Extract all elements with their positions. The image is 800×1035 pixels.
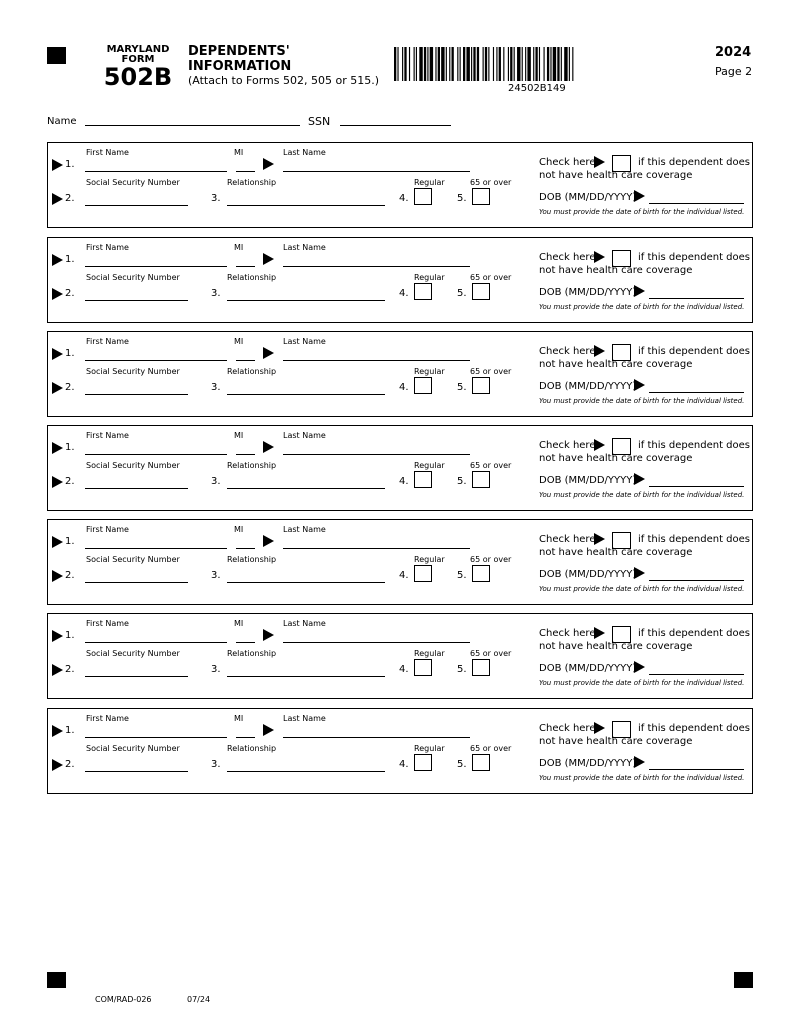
arrow-icon xyxy=(634,567,645,579)
line-5-label: 5. xyxy=(457,288,467,299)
check-here-label: Check here xyxy=(539,346,596,357)
dependent-ssn-field[interactable] xyxy=(85,582,188,583)
barcode-bar xyxy=(553,47,556,81)
regular-label: Regular xyxy=(414,649,445,658)
regular-checkbox[interactable] xyxy=(414,188,432,205)
regular-label: Regular xyxy=(414,178,445,187)
arrow-icon xyxy=(263,724,274,736)
arrow-icon xyxy=(594,251,605,263)
registration-mark-bottom-left xyxy=(47,972,66,988)
check-here-label: Check here xyxy=(539,252,596,263)
barcode-bar xyxy=(466,47,469,81)
mi-label: MI xyxy=(234,337,244,346)
barcode-bar xyxy=(522,47,523,81)
relationship-field[interactable] xyxy=(227,676,385,677)
dob-label: DOB (MM/DD/YYYY) xyxy=(539,758,637,769)
if-dependent-label: if this dependent does xyxy=(638,628,751,639)
relationship-label: Relationship xyxy=(227,555,277,564)
barcode-bar xyxy=(473,47,475,81)
mi-field[interactable] xyxy=(236,548,255,549)
barcode-bar xyxy=(414,47,415,81)
barcode-number: 24502B149 xyxy=(508,83,566,94)
arrow-icon xyxy=(594,156,605,168)
line-2-label: 2. xyxy=(65,570,75,581)
dob-field[interactable] xyxy=(649,580,744,581)
dob-note: You must provide the date of birth for the individual listed. xyxy=(539,774,745,782)
dob-field[interactable] xyxy=(649,674,744,675)
barcode-bar xyxy=(397,47,398,81)
mi-label: MI xyxy=(234,714,244,723)
line-3-label: 3. xyxy=(211,664,221,675)
dob-note: You must provide the date of birth for the individual listed. xyxy=(539,303,745,311)
check-here-label: Check here xyxy=(539,723,596,734)
last-name-label: Last Name xyxy=(283,148,326,157)
check-here-label: Check here xyxy=(539,534,596,545)
age65-checkbox[interactable] xyxy=(472,283,490,300)
age65-checkbox[interactable] xyxy=(472,659,490,676)
dob-field[interactable] xyxy=(649,392,744,393)
no-coverage-label: not have health care coverage xyxy=(539,170,693,181)
first-name-field[interactable] xyxy=(85,454,227,455)
dependent-section-5 xyxy=(47,519,753,605)
registration-mark-top-left xyxy=(47,47,66,64)
dob-note: You must provide the date of birth for the individual listed. xyxy=(539,208,745,216)
if-dependent-label: if this dependent does xyxy=(638,534,751,545)
form-code: COM/RAD-026 xyxy=(95,995,152,1004)
line-5-label: 5. xyxy=(457,664,467,675)
dob-field[interactable] xyxy=(649,769,744,770)
line-3-label: 3. xyxy=(211,759,221,770)
arrow-icon xyxy=(594,722,605,734)
relationship-field[interactable] xyxy=(227,488,385,489)
age65-label: 65 or over xyxy=(470,649,512,658)
if-dependent-label: if this dependent does xyxy=(638,440,751,451)
line-3-label: 3. xyxy=(211,288,221,299)
age65-label: 65 or over xyxy=(470,744,512,753)
line-4-label: 4. xyxy=(399,476,409,487)
relationship-field[interactable] xyxy=(227,394,385,395)
regular-checkbox[interactable] xyxy=(414,283,432,300)
barcode-bar xyxy=(449,47,450,81)
arrow-icon xyxy=(52,536,63,548)
line-1-label: 1. xyxy=(65,254,75,265)
check-here-label: Check here xyxy=(539,440,596,451)
relationship-field[interactable] xyxy=(227,771,385,772)
first-name-field[interactable] xyxy=(85,737,227,738)
relationship-label: Relationship xyxy=(227,461,277,470)
last-name-field[interactable] xyxy=(283,360,470,361)
barcode-bar xyxy=(457,47,458,81)
attach-note: (Attach to Forms 502, 505 or 515.) xyxy=(188,74,379,87)
dob-label: DOB (MM/DD/YYYY) xyxy=(539,381,637,392)
dependent-ssn-field[interactable] xyxy=(85,205,188,206)
barcode-bar xyxy=(460,47,461,81)
page-number: Page 2 xyxy=(715,65,753,78)
last-name-label: Last Name xyxy=(283,619,326,628)
arrow-icon xyxy=(52,382,63,394)
dependent-section-3 xyxy=(47,331,753,417)
form-title-block xyxy=(188,44,379,87)
if-dependent-label: if this dependent does xyxy=(638,346,751,357)
line-2-label: 2. xyxy=(65,193,75,204)
age65-checkbox[interactable] xyxy=(472,471,490,488)
line-4-label: 4. xyxy=(399,664,409,675)
dependent-section-7 xyxy=(47,708,753,794)
arrow-icon xyxy=(634,379,645,391)
first-name-field[interactable] xyxy=(85,548,227,549)
arrow-icon xyxy=(52,348,63,360)
line-1-label: 1. xyxy=(65,442,75,453)
barcode-bar xyxy=(499,47,501,81)
line-1-label: 1. xyxy=(65,348,75,359)
last-name-field[interactable] xyxy=(283,737,470,738)
dob-note: You must provide the date of birth for the individual listed. xyxy=(539,585,745,593)
mi-field[interactable] xyxy=(236,266,255,267)
dependent-ssn-field[interactable] xyxy=(85,771,188,772)
barcode-bar xyxy=(514,47,515,81)
barcode-bar xyxy=(435,47,436,81)
line-2-label: 2. xyxy=(65,664,75,675)
line-4-label: 4. xyxy=(399,193,409,204)
first-name-label: First Name xyxy=(86,337,129,346)
barcode-bar xyxy=(544,47,545,81)
ssn-label: SSN xyxy=(308,115,331,128)
dob-note: You must provide the date of birth for the individual listed. xyxy=(539,397,745,405)
arrow-icon xyxy=(263,158,274,170)
barcode-bar xyxy=(438,47,440,81)
arrow-icon xyxy=(263,253,274,265)
age65-label: 65 or over xyxy=(470,178,512,187)
barcode-bar xyxy=(427,47,428,81)
last-name-field[interactable] xyxy=(283,454,470,455)
line-5-label: 5. xyxy=(457,193,467,204)
arrow-icon xyxy=(52,288,63,300)
first-name-field[interactable] xyxy=(85,642,227,643)
arrow-icon xyxy=(52,476,63,488)
if-dependent-label: if this dependent does xyxy=(638,157,751,168)
barcode-bar xyxy=(557,47,559,81)
barcode-bar xyxy=(483,47,484,81)
barcode-bar xyxy=(527,47,530,81)
line-5-label: 5. xyxy=(457,476,467,487)
last-name-label: Last Name xyxy=(283,525,326,534)
mi-label: MI xyxy=(234,148,244,157)
arrow-icon xyxy=(634,473,645,485)
barcode-bar xyxy=(533,47,534,81)
barcode-bar xyxy=(477,47,479,81)
dependent-ssn-field[interactable] xyxy=(85,300,188,301)
first-name-field[interactable] xyxy=(85,360,227,361)
regular-checkbox[interactable] xyxy=(414,377,432,394)
line-2-label: 2. xyxy=(65,382,75,393)
mi-label: MI xyxy=(234,243,244,252)
form-id-block xyxy=(96,45,180,89)
if-dependent-label: if this dependent does xyxy=(638,252,751,263)
arrow-icon xyxy=(52,630,63,642)
barcode-bar xyxy=(441,47,444,81)
no-coverage-label: not have health care coverage xyxy=(539,265,693,276)
age65-checkbox[interactable] xyxy=(472,565,490,582)
barcode-bar xyxy=(394,47,396,81)
mi-field[interactable] xyxy=(236,642,255,643)
last-name-label: Last Name xyxy=(283,243,326,252)
regular-checkbox[interactable] xyxy=(414,754,432,771)
taxpayer-name-field[interactable] xyxy=(85,125,300,126)
dob-label: DOB (MM/DD/YYYY) xyxy=(539,192,637,203)
dependent-ssn-field[interactable] xyxy=(85,394,188,395)
regular-label: Regular xyxy=(414,744,445,753)
ssn-column-label: Social Security Number xyxy=(86,649,180,658)
barcode-bar xyxy=(424,47,426,81)
line-4-label: 4. xyxy=(399,759,409,770)
state-label: MARYLAND xyxy=(106,44,170,55)
registration-mark-bottom-right xyxy=(734,972,753,988)
relationship-label: Relationship xyxy=(227,178,277,187)
arrow-icon xyxy=(52,725,63,737)
ssn-column-label: Social Security Number xyxy=(86,273,180,282)
first-name-label: First Name xyxy=(86,148,129,157)
dob-field[interactable] xyxy=(649,203,744,204)
relationship-field[interactable] xyxy=(227,205,385,206)
barcode-bar xyxy=(488,47,489,81)
barcode-bar xyxy=(525,47,526,81)
arrow-icon xyxy=(594,627,605,639)
last-name-label: Last Name xyxy=(283,714,326,723)
age65-checkbox[interactable] xyxy=(472,188,490,205)
arrow-icon xyxy=(263,347,274,359)
taxpayer-ssn-field[interactable] xyxy=(340,125,451,126)
last-name-label: Last Name xyxy=(283,337,326,346)
first-name-label: First Name xyxy=(86,431,129,440)
no-coverage-label: not have health care coverage xyxy=(539,453,693,464)
line-5-label: 5. xyxy=(457,382,467,393)
age65-label: 65 or over xyxy=(470,461,512,470)
regular-label: Regular xyxy=(414,367,445,376)
relationship-field[interactable] xyxy=(227,582,385,583)
line-4-label: 4. xyxy=(399,382,409,393)
dob-label: DOB (MM/DD/YYYY) xyxy=(539,663,637,674)
age65-label: 65 or over xyxy=(470,555,512,564)
barcode-bar xyxy=(547,47,549,81)
barcode-bar xyxy=(419,47,422,81)
arrow-icon xyxy=(52,254,63,266)
regular-label: Regular xyxy=(414,273,445,282)
line-3-label: 3. xyxy=(211,382,221,393)
arrow-icon xyxy=(52,570,63,582)
barcode-bar xyxy=(416,47,417,81)
relationship-label: Relationship xyxy=(227,367,277,376)
barcode-bar xyxy=(409,47,410,81)
first-name-label: First Name xyxy=(86,619,129,628)
arrow-icon xyxy=(634,190,645,202)
arrow-icon xyxy=(634,285,645,297)
first-name-label: First Name xyxy=(86,243,129,252)
arrow-icon xyxy=(263,441,274,453)
no-coverage-label: not have health care coverage xyxy=(539,359,693,370)
arrow-icon xyxy=(263,535,274,547)
arrow-icon xyxy=(594,345,605,357)
first-name-label: First Name xyxy=(86,525,129,534)
barcode-bar xyxy=(569,47,570,81)
line-4-label: 4. xyxy=(399,288,409,299)
arrow-icon xyxy=(634,756,645,768)
arrow-icon xyxy=(52,664,63,676)
arrow-icon xyxy=(594,533,605,545)
mi-field[interactable] xyxy=(236,454,255,455)
dependent-ssn-field[interactable] xyxy=(85,488,188,489)
barcode-bar xyxy=(402,47,403,81)
relationship-label: Relationship xyxy=(227,744,277,753)
title-line-1: DEPENDENTS' xyxy=(188,44,290,59)
barcode-bar xyxy=(508,47,509,81)
line-1-label: 1. xyxy=(65,725,75,736)
line-2-label: 2. xyxy=(65,288,75,299)
dob-label: DOB (MM/DD/YYYY) xyxy=(539,287,637,298)
regular-label: Regular xyxy=(414,461,445,470)
first-name-field[interactable] xyxy=(85,171,227,172)
last-name-label: Last Name xyxy=(283,431,326,440)
barcode-bar xyxy=(471,47,472,81)
mi-field[interactable] xyxy=(236,737,255,738)
regular-checkbox[interactable] xyxy=(414,565,432,582)
age65-label: 65 or over xyxy=(470,273,512,282)
barcode-bar xyxy=(535,47,537,81)
ssn-column-label: Social Security Number xyxy=(86,367,180,376)
regular-label: Regular xyxy=(414,555,445,564)
barcode-bar xyxy=(517,47,520,81)
barcode-bar xyxy=(446,47,447,81)
name-label: Name xyxy=(47,116,77,127)
arrow-icon xyxy=(52,759,63,771)
dob-note: You must provide the date of birth for the individual listed. xyxy=(539,679,745,687)
arrow-icon xyxy=(52,159,63,171)
dob-label: DOB (MM/DD/YYYY) xyxy=(539,569,637,580)
barcode-bar xyxy=(452,47,454,81)
dependent-section-2 xyxy=(47,237,753,323)
form-word-label: FORM xyxy=(121,54,155,65)
age65-checkbox[interactable] xyxy=(472,754,490,771)
barcode-bar xyxy=(572,47,573,81)
ssn-column-label: Social Security Number xyxy=(86,555,180,564)
check-here-label: Check here xyxy=(539,157,596,168)
mi-field[interactable] xyxy=(236,360,255,361)
line-5-label: 5. xyxy=(457,570,467,581)
dependent-ssn-field[interactable] xyxy=(85,676,188,677)
ssn-column-label: Social Security Number xyxy=(86,178,180,187)
last-name-field[interactable] xyxy=(283,266,470,267)
line-1-label: 1. xyxy=(65,536,75,547)
dependent-section-1 xyxy=(47,142,753,228)
line-4-label: 4. xyxy=(399,570,409,581)
no-coverage-label: not have health care coverage xyxy=(539,547,693,558)
dependent-section-4 xyxy=(47,425,753,511)
last-name-field[interactable] xyxy=(283,642,470,643)
line-3-label: 3. xyxy=(211,193,221,204)
arrow-icon xyxy=(52,193,63,205)
check-here-label: Check here xyxy=(539,628,596,639)
line-1-label: 1. xyxy=(65,630,75,641)
form-number: 502B xyxy=(103,63,173,91)
age65-checkbox[interactable] xyxy=(472,377,490,394)
no-coverage-label: not have health care coverage xyxy=(539,736,693,747)
no-coverage-label: not have health care coverage xyxy=(539,641,693,652)
arrow-icon xyxy=(263,629,274,641)
barcode-bar xyxy=(493,47,494,81)
arrow-icon xyxy=(594,439,605,451)
title-line-2: INFORMATION xyxy=(188,59,292,74)
ssn-column-label: Social Security Number xyxy=(86,744,180,753)
regular-checkbox[interactable] xyxy=(414,659,432,676)
mi-label: MI xyxy=(234,431,244,440)
line-3-label: 3. xyxy=(211,476,221,487)
barcode-bar xyxy=(510,47,512,81)
line-1-label: 1. xyxy=(65,159,75,170)
barcode-bar xyxy=(564,47,567,81)
barcode-bar xyxy=(539,47,540,81)
relationship-field[interactable] xyxy=(227,300,385,301)
line-5-label: 5. xyxy=(457,759,467,770)
regular-checkbox[interactable] xyxy=(414,471,432,488)
barcode-bar xyxy=(485,47,487,81)
barcode-bar xyxy=(496,47,497,81)
barcode-bar xyxy=(404,47,406,81)
barcode-bar xyxy=(561,47,562,81)
dob-field[interactable] xyxy=(649,298,744,299)
last-name-field[interactable] xyxy=(283,171,470,172)
arrow-icon xyxy=(634,661,645,673)
relationship-label: Relationship xyxy=(227,273,277,282)
form-revision: 07/24 xyxy=(187,995,211,1004)
dob-label: DOB (MM/DD/YYYY) xyxy=(539,475,637,486)
if-dependent-label: if this dependent does xyxy=(638,723,751,734)
barcode-bar xyxy=(430,47,433,81)
mi-label: MI xyxy=(234,619,244,628)
relationship-label: Relationship xyxy=(227,649,277,658)
barcode-bar xyxy=(550,47,551,81)
mi-label: MI xyxy=(234,525,244,534)
first-name-field[interactable] xyxy=(85,266,227,267)
line-3-label: 3. xyxy=(211,570,221,581)
last-name-field[interactable] xyxy=(283,548,470,549)
first-name-label: First Name xyxy=(86,714,129,723)
line-2-label: 2. xyxy=(65,476,75,487)
barcode-graphic xyxy=(394,47,680,81)
ssn-column-label: Social Security Number xyxy=(86,461,180,470)
dependent-section-6 xyxy=(47,613,753,699)
barcode-bar xyxy=(503,47,504,81)
dob-note: You must provide the date of birth for the individual listed. xyxy=(539,491,745,499)
line-2-label: 2. xyxy=(65,759,75,770)
tax-year: 2024 xyxy=(715,45,752,60)
dob-field[interactable] xyxy=(649,486,744,487)
barcode-bar xyxy=(463,47,465,81)
mi-field[interactable] xyxy=(236,171,255,172)
age65-label: 65 or over xyxy=(470,367,512,376)
arrow-icon xyxy=(52,442,63,454)
